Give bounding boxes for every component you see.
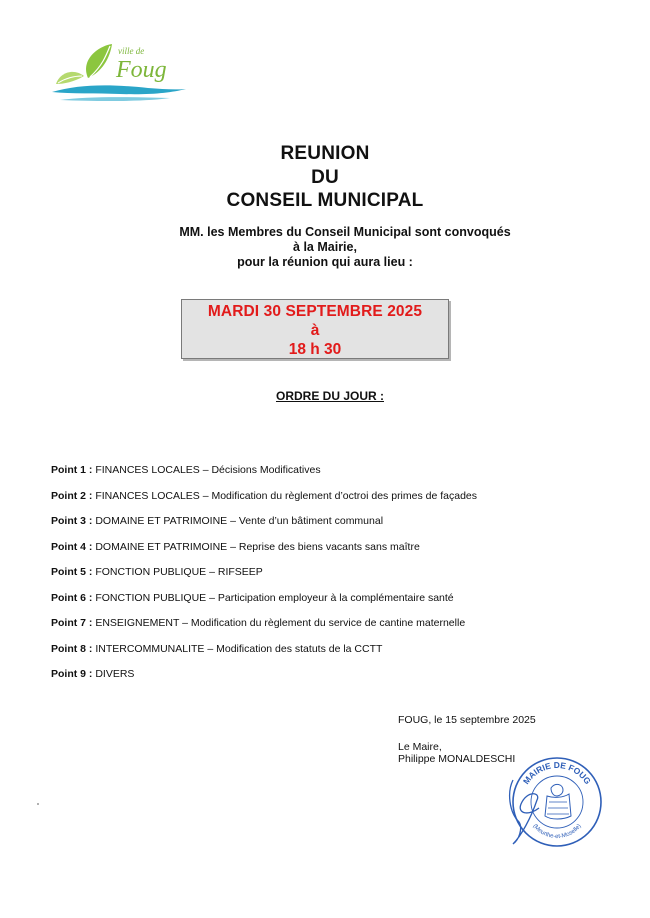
agenda-point-text: FINANCES LOCALES – Décisions Modificatives	[95, 464, 321, 476]
agenda-heading-text: ORDRE DU JOUR :	[275, 389, 384, 403]
agenda-point-text: FONCTION PUBLIQUE – Participation employeur à la complémentaire santé	[95, 591, 454, 604]
signature-place-date: FOUG, le 15 septembre 2025	[398, 714, 536, 726]
agenda-point	[51, 540, 611, 566]
intro-line-2: à la Mairie,	[293, 240, 357, 254]
signature-name: Philippe MONALDESCHI	[398, 753, 516, 765]
agenda-point-number: Point 2 :	[51, 489, 93, 502]
agenda-point-number: Point 6 :	[51, 591, 93, 604]
agenda-point-number: Point 4 :	[51, 540, 93, 553]
signature-role: Le Maire,	[398, 740, 442, 753]
agenda-list	[51, 463, 611, 693]
title-line-2: DU	[311, 166, 339, 188]
agenda-point-text: DOMAINE ET PATRIMOINE – Reprise des biens vacants sans maître	[95, 540, 420, 553]
meeting-time: 18 h 30	[288, 341, 342, 358]
official-stamp	[507, 752, 607, 852]
agenda-point	[51, 463, 611, 489]
agenda-point-number: Point 9 :	[51, 668, 93, 680]
svg-text:MAIRIE DE FOUG: MAIRIE DE FOUG	[520, 759, 594, 787]
agenda-point	[51, 616, 611, 642]
meeting-date-box	[181, 299, 449, 359]
agenda-point	[51, 514, 611, 540]
agenda-heading	[0, 389, 650, 403]
meeting-date: MARDI 30 SEPTEMBRE 2025	[207, 303, 423, 320]
svg-text:(Meurthe-et-Moselle): (Meurthe-et-Moselle)	[531, 823, 583, 841]
meeting-connector: à	[310, 322, 320, 339]
scan-speck	[37, 803, 39, 805]
agenda-point	[51, 667, 611, 693]
logo-name: Foug	[116, 57, 167, 83]
title-line-1: REUNION	[280, 143, 370, 164]
agenda-point	[51, 489, 611, 515]
agenda-point	[51, 642, 611, 668]
agenda-point-text: DIVERS	[95, 668, 135, 680]
agenda-point-text: INTERCOMMUNALITE – Modification des statuts de la CCTT	[95, 642, 383, 655]
intro-line-1: MM. les Membres du Conseil Municipal sont convoqués	[179, 225, 511, 239]
agenda-point-text: ENSEIGNEMENT – Modification du règlement du service de cantine maternelle	[95, 617, 466, 629]
agenda-point-number: Point 8 :	[51, 642, 93, 655]
town-logo	[50, 40, 200, 110]
agenda-point-text: FINANCES LOCALES – Modification du règlement d’octroi des primes de façades	[95, 489, 478, 502]
leaf-wave-logo-icon	[50, 40, 200, 110]
agenda-point-text: FONCTION PUBLIQUE – RIFSEEP	[95, 566, 263, 578]
agenda-point-number: Point 1 :	[51, 464, 93, 476]
convocation-intro	[0, 225, 650, 270]
logo-ville-de: ville de	[118, 46, 145, 56]
agenda-point	[51, 591, 611, 617]
agenda-point-text: DOMAINE ET PATRIMOINE – Vente d’un bâtiment communal	[95, 515, 384, 527]
intro-line-3: pour la réunion qui aura lieu :	[237, 255, 413, 269]
agenda-point-number: Point 7 :	[51, 617, 93, 629]
agenda-point	[51, 565, 611, 591]
title-line-3: CONSEIL MUNICIPAL	[226, 190, 424, 211]
page-title	[0, 142, 650, 213]
town-hall-seal-icon	[507, 752, 607, 852]
agenda-point-number: Point 5 :	[51, 566, 93, 578]
agenda-point-number: Point 3 :	[51, 515, 93, 527]
